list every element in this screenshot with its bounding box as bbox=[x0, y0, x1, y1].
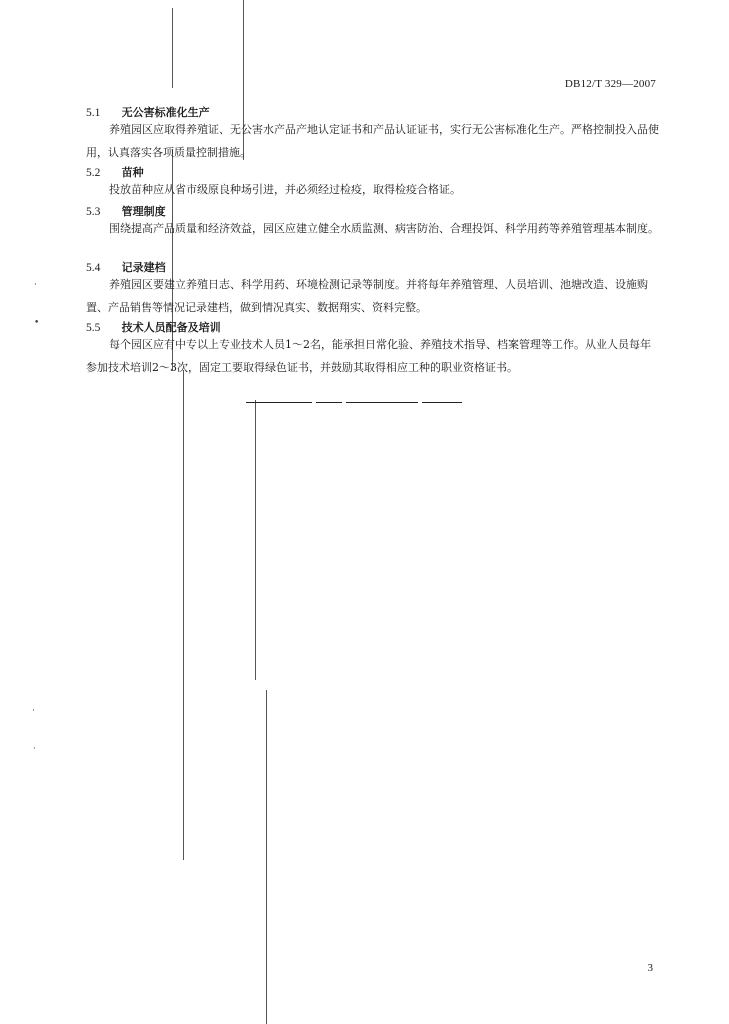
end-rule bbox=[422, 402, 462, 403]
section-body: 养殖园区应取得养殖证、无公害水产品产地认定证书和产品认证证书，实行无公害标准化生产。严格控制投入品使用，认真落实各项质量控制措施。 bbox=[86, 123, 659, 159]
section-title: 苗种 bbox=[121, 166, 144, 179]
section-number: 5.2 bbox=[86, 167, 101, 179]
scan-artifact-line bbox=[255, 400, 256, 680]
section-number: 5.4 bbox=[86, 262, 101, 274]
document-code: DB12/T 329—2007 bbox=[564, 78, 656, 90]
section-body: 投放苗种应从省市级原良种场引进，并必须经过检疫，取得检疫合格证。 bbox=[109, 183, 461, 196]
scan-artifact-line bbox=[266, 690, 267, 1024]
section-number: 5.5 bbox=[86, 322, 101, 334]
section-title: 管理制度 bbox=[121, 205, 166, 218]
scan-speck: • bbox=[34, 318, 40, 328]
scan-speck: · bbox=[33, 744, 36, 754]
end-rule bbox=[246, 402, 312, 403]
section-title: 记录建档 bbox=[121, 261, 166, 274]
section-body: 养殖园区要建立养殖日志、科学用药、环境检测记录等制度。并将每年养殖管理、人员培训、池塘改造、设施购置、产品销售等情况记录建档，做到情况真实、数据翔实、资料完整。 bbox=[86, 278, 648, 314]
scan-speck: · bbox=[32, 706, 35, 716]
section-title: 技术人员配备及培训 bbox=[121, 321, 221, 334]
section-number: 5.1 bbox=[86, 107, 101, 119]
page-number: 3 bbox=[647, 962, 653, 974]
scan-speck: · bbox=[34, 280, 37, 290]
section-body: 围绕提高产品质量和经济效益，园区应建立健全水质监测、病害防治、合理投饵、科学用药等养殖管理基本制度。 bbox=[109, 222, 659, 235]
section-body: 每个园区应有中专以上专业技术人员1～2名，能承担日常化验、养殖技术指导、档案管理等工作。从业人员每年参加技术培训2～3次，固定工要取得绿色证书，并鼓励其取得相应工种的职业资格证书。 bbox=[86, 338, 651, 374]
end-rule bbox=[346, 402, 418, 403]
section-number: 5.3 bbox=[86, 206, 101, 218]
scan-artifact-line bbox=[183, 370, 184, 860]
scan-artifact-line bbox=[172, 8, 173, 88]
end-rule bbox=[316, 402, 342, 403]
section-title: 无公害标准化生产 bbox=[121, 106, 210, 119]
